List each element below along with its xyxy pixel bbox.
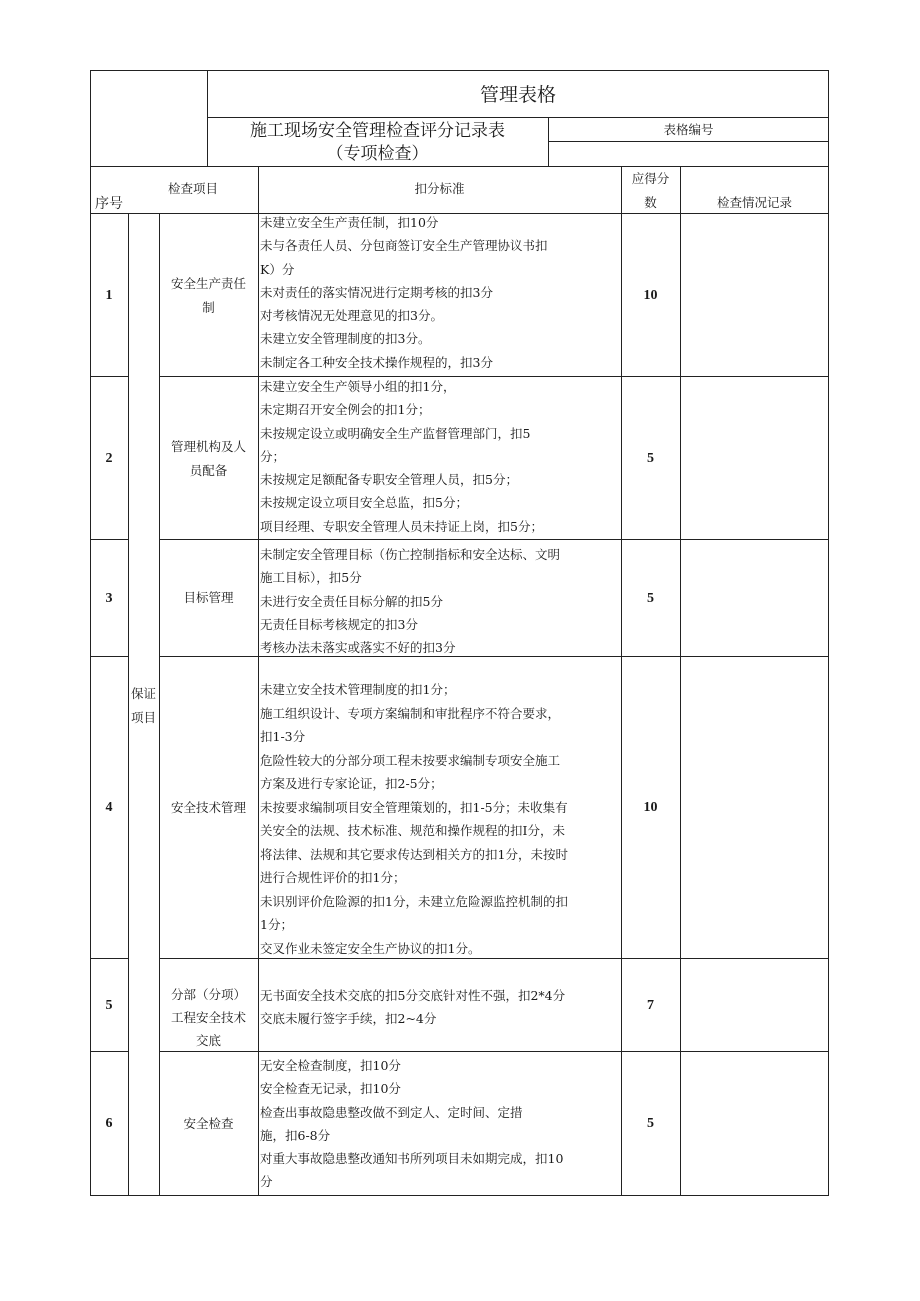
standard-line: K）分 bbox=[260, 261, 295, 277]
standard-line: 未按规定足额配备专职安全管理人员，扣5分； bbox=[260, 472, 518, 488]
form-subtitle-line1: 施工现场安全管理检查评分记录表 bbox=[250, 121, 505, 141]
standard-line: 未建立安全管理制度的扣3分。 bbox=[260, 331, 431, 347]
row-standard bbox=[260, 211, 622, 374]
standard-line: 交叉作业未签定安全生产协议的扣1分。 bbox=[260, 940, 481, 956]
standard-line: 方案及进行专家论证，扣2-5分； bbox=[260, 776, 443, 791]
row-item-line: 交底 bbox=[195, 1033, 221, 1048]
col-item-divider bbox=[258, 166, 259, 1196]
standard-line: 未识别评价危险源的扣1分，未建立危险源监控机制的扣 bbox=[260, 893, 568, 909]
standard-line: 分 bbox=[260, 1174, 273, 1190]
row-item-line: 安全技术管理 bbox=[170, 800, 246, 815]
standard-line: 未对责任的落实情况进行定期考核的扣3分 bbox=[260, 284, 493, 300]
form-subtitle-line2: （专项检查） bbox=[326, 144, 429, 164]
col-header-standard: 扣分标准 bbox=[414, 181, 465, 196]
row-seq: 3 bbox=[105, 591, 113, 606]
form-number-label: 表格编号 bbox=[663, 122, 714, 137]
row-seq: 5 bbox=[105, 998, 113, 1013]
standard-line: 安全检查无记录，扣10分 bbox=[260, 1081, 401, 1097]
standard-line: 进行合规性评价的扣1分； bbox=[260, 870, 406, 885]
row-seq: 4 bbox=[105, 800, 113, 815]
row-line-4a bbox=[90, 958, 128, 959]
row-item bbox=[159, 435, 258, 483]
standard-line: 危险性较大的分部分项工程未按要求编制专项安全施工 bbox=[260, 752, 561, 768]
row-seq: 6 bbox=[105, 1116, 113, 1131]
row-line-2b bbox=[159, 539, 829, 540]
col-header-score-line1: 应得分 bbox=[631, 171, 670, 186]
standard-line: 检查出事故隐患整改做不到定人、定时间、定措 bbox=[260, 1104, 523, 1120]
row-line-1a bbox=[90, 376, 128, 377]
row-line-3a bbox=[90, 656, 128, 657]
row-seq: 1 bbox=[105, 288, 113, 303]
row-item-line: 安全生产责任 bbox=[170, 276, 246, 291]
standard-line: 未定期召开安全例会的扣1分； bbox=[260, 402, 431, 418]
row-item bbox=[159, 1116, 258, 1132]
header-title-divider bbox=[207, 117, 829, 118]
category-label bbox=[128, 682, 159, 730]
row-item-line: 管理机构及人 bbox=[170, 439, 246, 454]
row-item-line: 安全检查 bbox=[183, 1116, 234, 1131]
row-item bbox=[159, 590, 258, 606]
standard-line: 未建立安全生产领导小组的扣1分， bbox=[260, 379, 456, 394]
standard-line: 未制定安全管理目标（伤亡控制指标和安全达标、文明 bbox=[260, 547, 561, 562]
standard-line: 1分； bbox=[260, 917, 293, 932]
standard-line: 考核办法未落实或落实不好的扣3分 bbox=[260, 640, 456, 656]
category-line1: 保证 bbox=[130, 686, 156, 701]
standard-line: 对重大事故隐患整改通知书所列项目未如期完成，扣10 bbox=[260, 1151, 564, 1167]
row-item-line: 目标管理 bbox=[183, 590, 234, 605]
row-score: 10 bbox=[643, 288, 658, 303]
form-title: 管理表格 bbox=[479, 84, 556, 106]
row-item bbox=[159, 272, 258, 320]
standard-line: 未与各责任人员、分包商签订安全生产管理协议书扣 bbox=[260, 238, 548, 254]
standard-line: 项目经理、专职安全管理人员未持证上岗，扣5分； bbox=[260, 518, 543, 534]
standard-line: 未按要求编制项目安全管理策划的，扣1-5分；未收集有 bbox=[260, 799, 568, 815]
row-score: 7 bbox=[647, 998, 654, 1013]
row-line-5a bbox=[90, 1051, 128, 1052]
row-score: 5 bbox=[647, 591, 654, 606]
col-header-item: 检查项目 bbox=[167, 181, 218, 196]
standard-line: 施工目标），扣5分 bbox=[260, 570, 362, 586]
standard-line: 关安全的法规、技术标准、规范和操作规程的扣I分，未 bbox=[260, 823, 565, 838]
row-item-line: 制 bbox=[202, 300, 215, 315]
standard-line: 未制定各工种安全技术操作规程的，扣3分 bbox=[260, 354, 493, 370]
standard-line: 未进行安全责任目标分解的扣5分 bbox=[260, 593, 443, 609]
col-score-divider bbox=[680, 166, 681, 1196]
standard-line: 无书面安全技术交底的扣5分交底针对性不强，扣2*4分 bbox=[260, 988, 566, 1003]
standard-line: 无责任目标考核规定的扣3分 bbox=[260, 616, 418, 632]
col-header-seq: 序号 bbox=[95, 196, 123, 212]
row-item-line: 员配备 bbox=[189, 463, 228, 478]
row-standard bbox=[260, 678, 622, 960]
col-header-record: 检查情况记录 bbox=[716, 195, 792, 210]
row-line-5b bbox=[159, 1051, 829, 1052]
standard-line: 未建立安全生产责任制，扣10分 bbox=[260, 215, 439, 230]
row-line-2a bbox=[90, 539, 128, 540]
standard-line: 对考核情况无处理意见的扣3分。 bbox=[260, 308, 443, 324]
header-form-number-divider bbox=[548, 141, 829, 142]
standard-line: 将法律、法规和其它要求传达到相关方的扣1分，未按时 bbox=[260, 846, 568, 862]
category-line2: 项目 bbox=[130, 710, 156, 725]
row-score: 5 bbox=[647, 1116, 654, 1131]
row-item bbox=[159, 983, 258, 1052]
row-standard bbox=[260, 984, 622, 1031]
row-standard bbox=[260, 1054, 622, 1194]
standard-line: 扣1-3分 bbox=[260, 729, 306, 744]
standard-line: 未建立安全技术管理制度的扣1分； bbox=[260, 682, 456, 697]
header-bottom-line bbox=[90, 166, 829, 167]
row-seq: 2 bbox=[105, 451, 113, 466]
standard-line: 分； bbox=[260, 448, 286, 464]
standard-line: 施工组织设计、专项方案编制和审批程序不符合要求， bbox=[260, 705, 561, 721]
row-score: 5 bbox=[647, 451, 654, 466]
standard-line: 未按规定设立或明确安全生产监督管理部门，扣5 bbox=[260, 425, 531, 441]
row-item bbox=[159, 800, 258, 816]
standard-line: 无安全检查制度，扣10分 bbox=[260, 1058, 401, 1073]
standard-line: 未按规定设立项目安全总监，扣5分； bbox=[260, 495, 468, 511]
row-score: 10 bbox=[643, 800, 658, 815]
col-header-score-line2: 数 bbox=[644, 195, 657, 210]
row-item-line: 工程安全技术 bbox=[170, 1010, 246, 1025]
row-standard bbox=[260, 543, 622, 659]
row-standard bbox=[260, 375, 622, 538]
standard-line: 交底未履行签字手续，扣2~4分 bbox=[260, 1011, 437, 1027]
standard-line: 施，扣6-8分 bbox=[260, 1127, 331, 1143]
row-item-line: 分部（分项） bbox=[170, 987, 246, 1002]
